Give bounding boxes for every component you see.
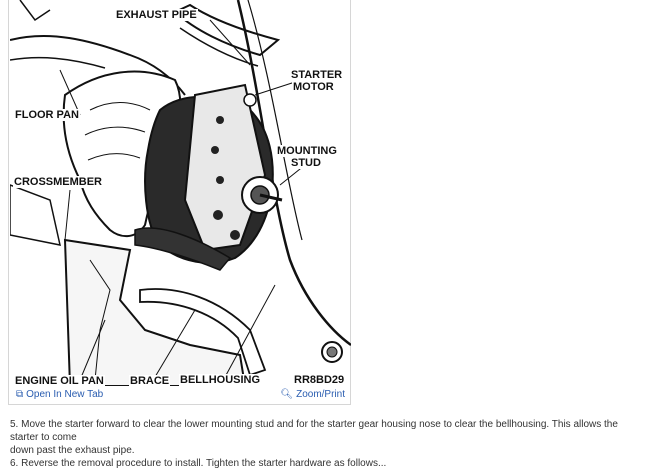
label-exhaust-pipe: EXHAUST PIPE	[116, 9, 197, 21]
label-mounting-stud-line2: STUD	[291, 157, 321, 169]
label-brace: BRACE	[130, 375, 170, 387]
instruction-text	[10, 418, 630, 470]
step-6-line: 6. Reverse the removal procedure to install. Tighten the starter hardware as follows...	[10, 458, 387, 469]
open-in-new-tab-label: Open In New Tab	[26, 389, 104, 400]
magnifier-icon: 🔍︎	[280, 388, 294, 400]
label-floor-pan: FLOOR PAN	[15, 109, 79, 121]
open-in-new-tab-link[interactable]	[16, 389, 103, 400]
step-5-line-1: 5. Move the starter forward to clear the lower mounting stud and for the starter gear housing nose to clear the bellhousing. This allows the starter to come	[10, 419, 618, 443]
zoom-print-link[interactable]	[280, 389, 345, 400]
step-5-line-2: down past the exhaust pipe.	[10, 445, 135, 456]
figure-panel	[8, 0, 351, 405]
open-tab-icon: ⧉	[16, 388, 24, 400]
label-crossmember: CROSSMEMBER	[14, 176, 103, 188]
label-bellhousing: BELLHOUSING	[180, 374, 261, 386]
zoom-print-label: Zoom/Print	[296, 389, 345, 400]
starter-removal-illustration	[10, 0, 351, 386]
figure-toolbar	[10, 386, 349, 404]
label-engine-oil-pan: ENGINE OIL PAN	[15, 375, 104, 387]
label-starter-motor-line2: MOTOR	[293, 81, 334, 93]
label-starter-motor-line1: STARTER	[291, 69, 343, 81]
label-mounting-stud-line1: MOUNTING	[277, 145, 337, 157]
label-figure-id: RR8BD29	[294, 374, 345, 386]
